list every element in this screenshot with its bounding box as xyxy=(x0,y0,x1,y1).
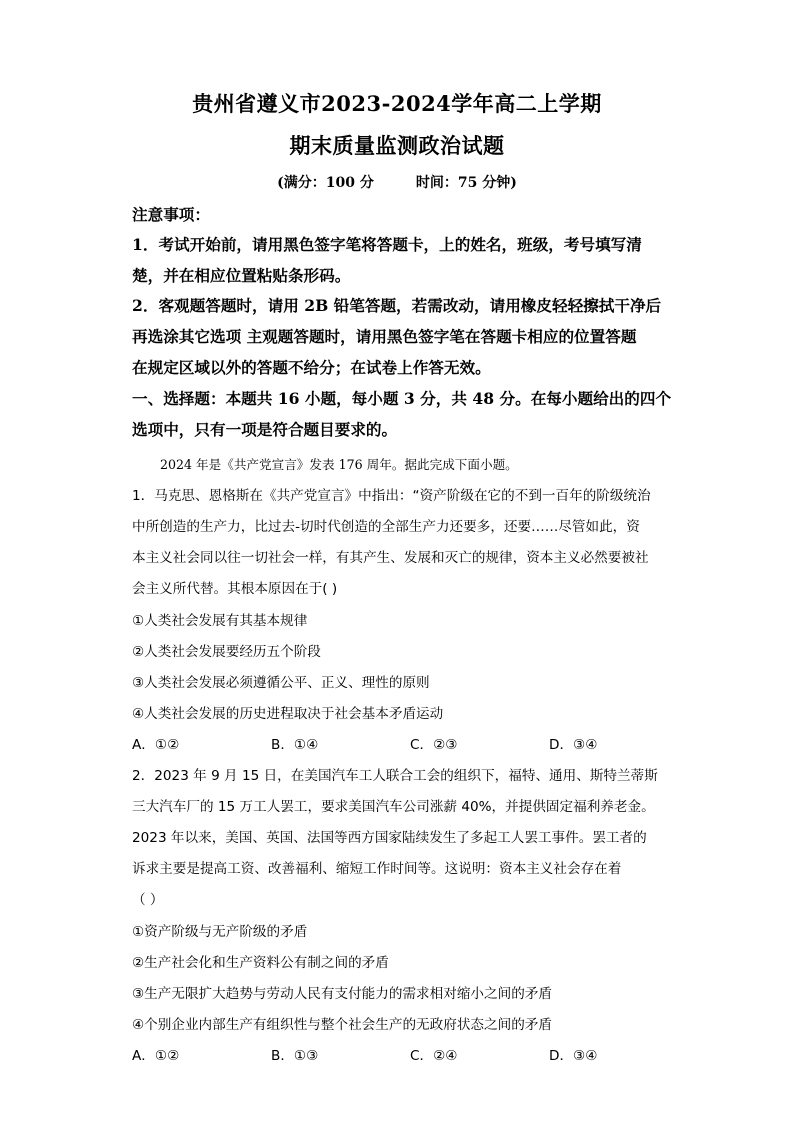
exam-title-line2: 期末质量监测政治试题 xyxy=(289,133,505,158)
notice-item2-line2: 再选涂其它选项 主观题答题时，请用黑色签字笔在答题卡相应的位置答题 xyxy=(132,327,637,346)
q1-option-4: ④人类社会发展的历史进程取决于社会基本矛盾运动 xyxy=(132,706,444,722)
notice-heading: 注意事项： xyxy=(132,205,210,224)
q1-option-3: ③人类社会发展必须遵循公平、正义、理性的原则 xyxy=(132,675,430,691)
time-info: 时间：75 分钟) xyxy=(415,175,517,191)
q1-choice-b: B．①④ xyxy=(271,737,319,753)
q2-stem-line1: 2．2023 年 9 月 15 日，在美国汽车工人联合工会的组织下，福特、通用、斯特兰蒂斯 xyxy=(132,768,658,784)
section1-line2: 选项中，只有一项是符合题目要求的。 xyxy=(132,420,398,439)
q2-option-3: ③生产无限扩大趋势与劳动人民有支付能力的需求相对缩小之间的矛盾 xyxy=(132,986,552,1002)
notice-item2-line1: 2．客观题答题时，请用 2B 铅笔答题，若需改动，请用橡皮轻轻擦拭干净后 xyxy=(132,296,662,315)
notice-item1-line2: 楚，并在相应位置粘贴条形码。 xyxy=(132,266,351,285)
q1-choice-a: A．①② xyxy=(132,737,180,753)
q2-option-1: ①资产阶级与无产阶级的矛盾 xyxy=(132,924,308,940)
q1-stem-line3: 本主义社会同以往一切社会一样，有其产生、发展和灭亡的规律，资本主义必然要被社 xyxy=(132,550,649,566)
exam-title-line1: 贵州省遵义市2023-2024学年高二上学期 xyxy=(192,91,602,116)
q1-stem-line1: 1．马克思、恩格斯在《共产党宣言》中指出：“资产阶级在它的不到一百年的阶级统治 xyxy=(132,488,651,504)
q1-option-1: ①人类社会发展有其基本规律 xyxy=(132,613,308,629)
q2-choice-c: C．②④ xyxy=(410,1048,458,1064)
notice-item2-line3: 在规定区域以外的答题不给分；在试卷上作答无效。 xyxy=(132,358,491,377)
q2-stem-line2: 三大汽车厂的 15 万工人罢工，要求美国汽车公司涨薪 40%，并提供固定福利养老金。 xyxy=(132,799,655,815)
q1-stem-line4: 会主义所代替。其根本原因在于( ) xyxy=(132,581,338,597)
exam-meta xyxy=(0,172,794,192)
q2-stem-line5: （ ） xyxy=(132,892,164,908)
q1-choice-c: C．②③ xyxy=(410,737,458,753)
section1-line1: 一、选择题：本题共 16 小题，每小题 3 分，共 48 分。在每小题给出的四个 xyxy=(132,389,672,408)
question-intro: 2024 年是《共产党宣言》发表 176 周年。据此完成下面小题。 xyxy=(160,457,518,472)
notice-item1-line1: 1．考试开始前，请用黑色签字笔将答题卡，上的姓名，班级，考号填写清 xyxy=(132,235,642,254)
q1-option-2: ②人类社会发展要经历五个阶段 xyxy=(132,644,321,660)
q2-choice-d: D．③④ xyxy=(549,1048,598,1064)
q2-option-2: ②生产社会化和生产资料公有制之间的矛盾 xyxy=(132,955,389,971)
q2-stem-line4: 诉求主要是提高工资、改善福利、缩短工作时间等。这说明：资本主义社会存在着 xyxy=(132,861,622,877)
q2-stem-line3: 2023 年以来，美国、英国、法国等西方国家陆续发生了多起工人罢工事件。罢工者的 xyxy=(132,830,647,846)
q2-choice-a: A．①② xyxy=(132,1048,180,1064)
q2-option-4: ④个别企业内部生产有组织性与整个社会生产的无政府状态之间的矛盾 xyxy=(132,1017,552,1033)
q1-choice-d: D．③④ xyxy=(549,737,598,753)
q2-choice-b: B．①③ xyxy=(271,1048,319,1064)
q1-stem-line2: 中所创造的生产力，比过去-切时代创造的全部生产力还要多，还要……尽管如此，资 xyxy=(132,519,640,535)
score-info: (满分：100 分 xyxy=(277,175,374,191)
